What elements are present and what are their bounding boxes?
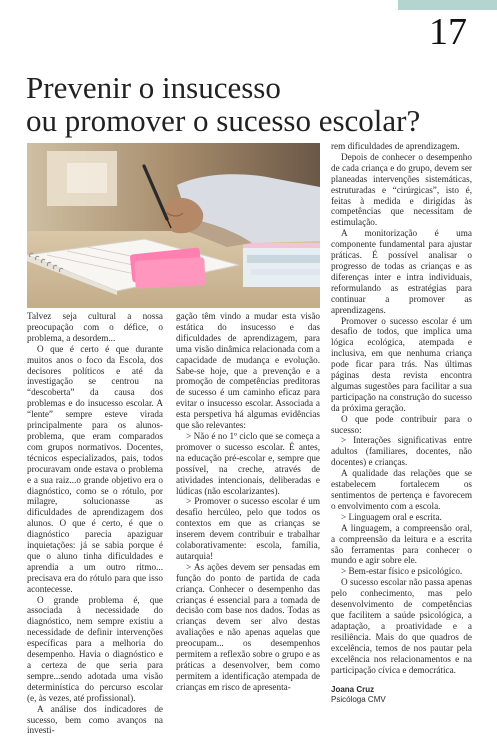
paragraph: O grande problema é, que associada à necessidade do diagnóstico, nem sempre existiu a necessidade de definir intervenções específicas para a melhoria do desempenho. Havia o diagnóstico e a certeza de que seria para sempre...sendo adotada uma visão determinística do percurso escolar (e, às vezes, até profissional). xyxy=(27,594,163,703)
paragraph: rem dificuldades de aprendizagem. xyxy=(331,141,460,151)
bullet-paragraph: > Bem-estar físico e psicológico. xyxy=(341,566,463,577)
author-signature xyxy=(331,685,472,705)
paragraph: A qualidade das relações que se estabelecem fortalecem os sentimentos de pertença e favorecem o envolvimento com a escola. xyxy=(331,468,472,511)
bullet-paragraph: > Interações significativas entre adultos (familiares, docentes, não docentes) e crianças. xyxy=(331,435,472,468)
paragraph: Talvez seja cultural a nossa preocupação com o défice, o problema, a desordem... xyxy=(27,311,163,343)
author-role: Psicóloga CMV xyxy=(331,695,386,705)
headline-line-2: ou promover o sucesso escolar? xyxy=(26,103,421,138)
paragraph: Promover o sucesso escolar é um desafio de todos, que implica uma lógica ecológica, atempada e inclusiva, em que nenhuma criança pode ficar para trás. Nas últimas páginas desta revista encontra algumas sugestões para facilitar a sua participação na construção do sucesso da próxima geração. xyxy=(331,315,472,413)
paragraph: O que é certo é que durante muitos anos o foco da Escola, dos decisores políticos e até da investigação se centrou na “descoberta” da causa dos problemas e do insucesso escolar. A “lente” sempre esteve virada principalmente para os alunos-problema, que eram comparados com grupos normativos. Docentes, técnicos especializados, pais, todos procuravam onde estava o problema e a sua raiz...o grande objetivo era o diagnóstico, como se o rótulo, por milagre, solucionasse as dificuldades de aprendizagem dos alunos. O que é certo, é que o diagnóstico parecia apaziguar inquietações: já se sabia porque é que o aluno tinha dificuldades e aprendia a um outro ritmo... precisava era do rótulo para que isso acontecesse. xyxy=(27,343,163,594)
paragraph: O que pode contribuir para o sucesso: xyxy=(331,413,472,435)
paragraph: A linguagem, a compreensão oral, a compreensão da leitura e a escrita são ferramentas para conhecer o mundo e agir sobre ele. xyxy=(331,522,472,566)
paragraph: A monitorização é uma componente fundamental para ajustar práticas. É possível analisar o progresso de todas as crianças e as diferenças inter e intra individuais, reformulando as estratégias para continuar a promover as aprendizagens. xyxy=(331,228,472,315)
article-column-1 xyxy=(27,311,163,736)
paragraph: O sucesso escolar não passa apenas pelo conhecimento, mas pelo desenvolvimento de competências que facilitem a saúde psicológica, a adaptação, a proatividade e a resiliência. Mais do que quadros de excelência, temos de nos pautar pela excelência nos relacionamentos e na participação cívica e democrática. xyxy=(331,577,472,675)
page-number: 17 xyxy=(429,11,467,53)
headline-line-1: Prevenir o insucesso xyxy=(26,70,281,105)
article-column-2 xyxy=(176,311,320,693)
paragraph: Depois de conhecer o desempenho de cada criança e do grupo, devem ser planeadas intervenções sistemáticas, estruturadas e “cirúrgicas”, isto é, feitas à medida e dirigidas às competências que necessitam de estimulação. xyxy=(331,151,472,228)
bullet-paragraph: > As ações devem ser pensadas em função do ponto de partida de cada criança. Conhecer o desempenho das crianças é essencial para a tomada de decisão com base nos dados. Todas as crianças devem ser alvo destas avaliações e não apenas aquelas que preocupam... os desempenhos permitem a reflexão sobre o grupo e as práticas a desenvolver, bem como permitem a identificação atempada de crianças em risco de apresenta- xyxy=(176,561,320,692)
paragraph: gação têm vindo a mudar esta visão estática do insucesso e das dificuldades de aprendizagem, para uma visão dinâmica relacionada com a capacidade de mudança e evolução. Sabe-se hoje, que a prevenção e a promoção de competências preditoras de sucesso é um caminho eficaz para evitar o insucesso escolar. Associada a esta perspetiva há algumas evidências que são relevantes: xyxy=(176,311,320,431)
article-photo xyxy=(27,143,320,308)
author-name: Joana Cruz xyxy=(331,685,375,695)
bullet-paragraph: > Não é no 1º ciclo que se começa a promover o sucesso escolar. É antes, na educação pré-escolar e, sempre que possível, na creche, através de atividades intencionais, deliberadas e lúdicas (não escolarizantes). xyxy=(176,430,320,496)
paragraph: A análise dos indicadores de sucesso, bem como avanços na investi- xyxy=(27,703,163,736)
article-column-3 xyxy=(331,141,472,705)
bullet-paragraph: > Linguagem oral e escrita. xyxy=(341,511,442,522)
corner-color-tab xyxy=(398,0,497,10)
article-headline xyxy=(26,71,486,137)
photo-desk-notebook-hand-writing xyxy=(27,143,320,308)
bullet-paragraph: > Promover o sucesso escolar é um desafio hercúleo, pelo que todos os contextos em que as crianças se inserem devem contribuir e trabalhar colaborativamente: escola, família, autarquia! xyxy=(176,496,320,561)
